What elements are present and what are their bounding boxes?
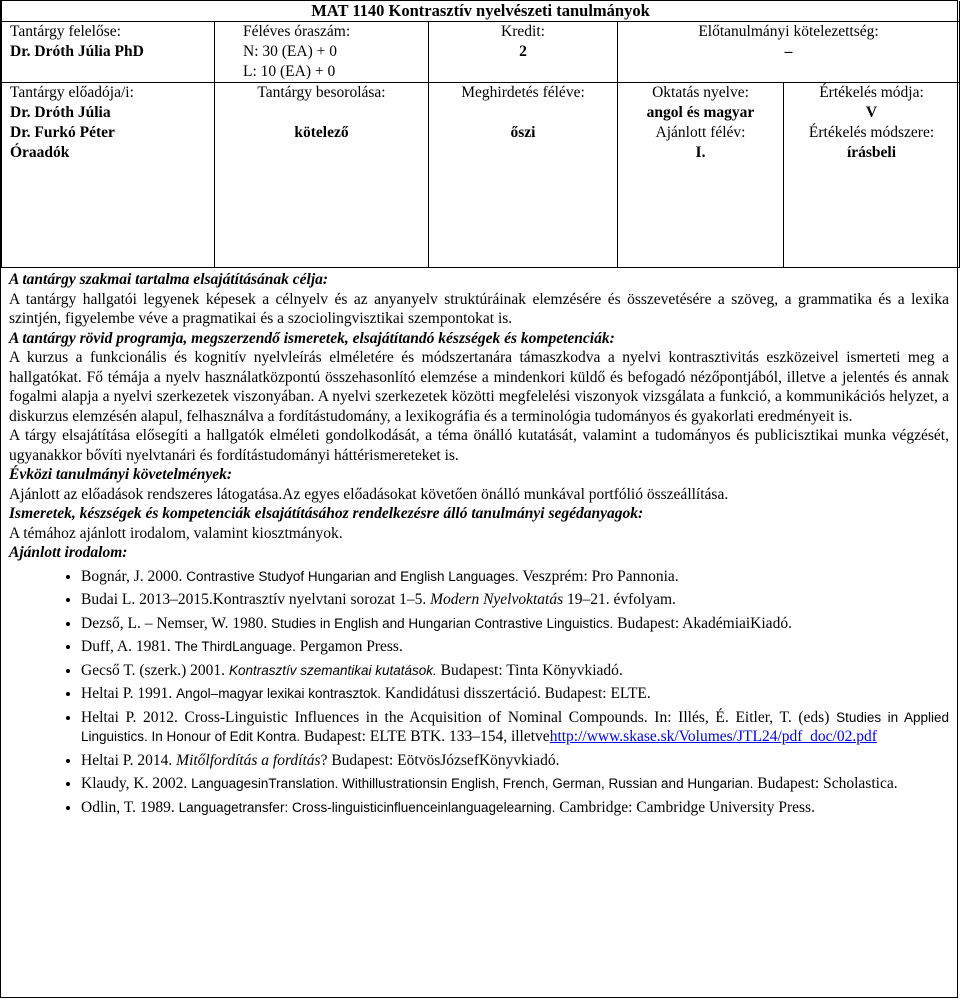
literature-item: • Heltai P. 1991. Angol–magyar lexikai kontrasztok. Kandidátusi disszertáció. Budapest: ELTE. — [81, 684, 949, 704]
hours-cell — [215, 22, 429, 83]
program-text-2: A tárgy elsajátítása elősegíti a hallgatók elméleti gondolkodását, a téma önálló kutatását, valamint a tudományos és publicisztikai munka végzését, ugyanakkor bővíti nyelvtanári és fordítástudományi háttérismereteket is. — [9, 427, 949, 464]
lecturers-cell — [2, 83, 215, 268]
lecturers-label: Tantárgy előadója/i: — [10, 84, 134, 101]
literature-list — [9, 567, 949, 818]
prereq-cell — [618, 22, 960, 83]
language-label: Oktatás nyelve: — [652, 84, 749, 101]
hours-label: Féléves óraszám: — [243, 23, 351, 40]
semester-value: őszi — [510, 124, 536, 141]
language-value: angol és magyar — [646, 104, 755, 121]
credit-value: 2 — [519, 43, 527, 60]
requirements-heading: Évközi tanulmányi követelmények: — [9, 466, 233, 483]
credit-label: Kredit: — [501, 23, 545, 40]
recommended-semester-label: Ajánlott félév: — [655, 124, 746, 141]
hours-n: N: 30 (EA) + 0 — [243, 43, 337, 60]
recommended-semester-value: I. — [695, 144, 706, 161]
literature-item: • Gecső T. (szerk.) 2001. Kontrasztív szemantikai kutatások. Budapest: Tinta Könyvkiadó. — [81, 661, 949, 681]
semester-label: Meghirdetés féléve: — [461, 84, 585, 101]
language-cell — [618, 83, 784, 268]
responsible-cell — [2, 22, 215, 83]
responsible-label: Tantárgy felelőse: — [10, 23, 121, 40]
literature-item: • Klaudy, K. 2002. LanguagesinTranslation. Withillustrationsin English, French, German, Russian and Hungarian. Budapest: Scholastica. — [81, 774, 949, 794]
classification-value: kötelező — [294, 124, 349, 141]
literature-item: • Heltai P. 2012. Cross-Linguistic Influences in the Acquisition of Nominal Compounds. In: Illés, É. Eitler, T. (eds) Studies in Applied Linguistics. In Honour of Edit Kontra. Budapest: ELTE BTK. 133–154, illetvehttp://www.skase.sk/Volumes/JTL24/pdf_doc/02.pdf — [81, 708, 949, 747]
skase-link[interactable]: http://www.skase.sk/Volumes/JTL24/pdf_doc/02.pdf — [549, 728, 877, 745]
eval-type-value: V — [865, 104, 878, 121]
lecturer-2: Dr. Furkó Péter — [10, 124, 115, 141]
course-details — [1, 270, 957, 817]
classification-label: Tantárgy besorolása: — [257, 84, 386, 101]
responsible-name: Dr. Dróth Júlia PhD — [10, 43, 144, 60]
lecturer-1: Dr. Dróth Júlia — [10, 104, 111, 121]
materials-heading: Ismeretek, készségek és kompetenciák elsajátításához rendelkezésre álló tanulmányi segédanyagok: — [9, 505, 644, 522]
evaluation-cell — [784, 83, 960, 268]
prereq-label: Előtanulmányi kötelezettség: — [698, 23, 879, 40]
lecturer-3: Óraadók — [10, 144, 70, 161]
materials-text: A témához ajánlott irodalom, valamint kiosztmányok. — [9, 524, 343, 542]
literature-item: • Bognár, J. 2000. Contrastive Studyof Hungarian and English Languages. Veszprém: Pro Pannonia. — [81, 567, 949, 587]
goal-text: A tantárgy hallgatói legyenek képesek a célnyelv és az anyanyelv struktúráinak elemzésére és összevetésére a szöveg, a grammatika és a lexika szintjén, figyelembe véve a pragmatikai és a szociolingvisztikai szempontokat is. — [9, 290, 949, 327]
literature-item: • Odlin, T. 1989. Languagetransfer: Cross-linguisticinfluenceinlanguagelearning. Cambridge: Cambridge University Press. — [81, 798, 949, 818]
requirements-text: Ajánlott az előadások rendszeres látogatása.Az egyes előadásokat követően önálló munkával portfólió összeállítása. — [9, 485, 729, 503]
course-title: MAT 1140 Kontrasztív nyelvészeti tanulmányok — [2, 1, 960, 22]
literature-heading: Ajánlott irodalom: — [9, 544, 128, 561]
goal-heading: A tantárgy szakmai tartalma elsajátításának célja: — [9, 271, 329, 288]
literature-item: • Dezső, L. – Nemser, W. 1980. Studies in English and Hungarian Contrastive Linguistics. Budapest: AkadémiaiKiadó. — [81, 614, 949, 634]
literature-item: • Duff, A. 1981. The ThirdLanguage. Pergamon Press. — [81, 637, 949, 657]
eval-type-label: Értékelés módja: — [819, 84, 924, 101]
semester-cell — [429, 83, 618, 268]
eval-method-value: írásbeli — [846, 144, 897, 161]
literature-item: • Budai L. 2013–2015.Kontrasztív nyelvtani sorozat 1–5. Modern Nyelvoktatás 19–21. évfolyam. — [81, 590, 949, 610]
literature-item: • Heltai P. 2014. Mitőlfordítás a fordítás? Budapest: EötvösJózsefKönyvkiadó. — [81, 751, 949, 771]
program-text-1: A kurzus a funkcionális és kognitív nyelvleírás elméletére és módszertanára támaszkodva a nyelvi kontrasztivitás eszközeivel ismerteti meg a hallgatókat. Fő témája a nyelv használatközpontú összehasonlító elemzése a mindenkori küldő és befogadó nézőpontjából, illetve a jelentés és annak fogalmi alapja a nyelvi szerkezetek viszonyában. A nyelvi szerkezetek közötti megfelelési viszonyok vizsgálata a funkció, a kommunikációs helyzet, a diskurzus elemzésén alapul, felhasználva a fordítástudomány, a lexikográfia és a terminológia tudományos és gyakorlati eredményeit is. — [9, 349, 949, 425]
eval-method-label: Értékelés módszere: — [808, 124, 935, 141]
course-header-table — [1, 1, 960, 268]
classification-cell — [215, 83, 429, 268]
prereq-value: – — [784, 43, 793, 60]
program-heading: A tantárgy rövid programja, megszerzendő ismeretek, elsajátítandó készségek és kompetenciák: — [9, 329, 615, 347]
hours-l: L: 10 (EA) + 0 — [243, 63, 336, 80]
credit-cell — [429, 22, 618, 83]
